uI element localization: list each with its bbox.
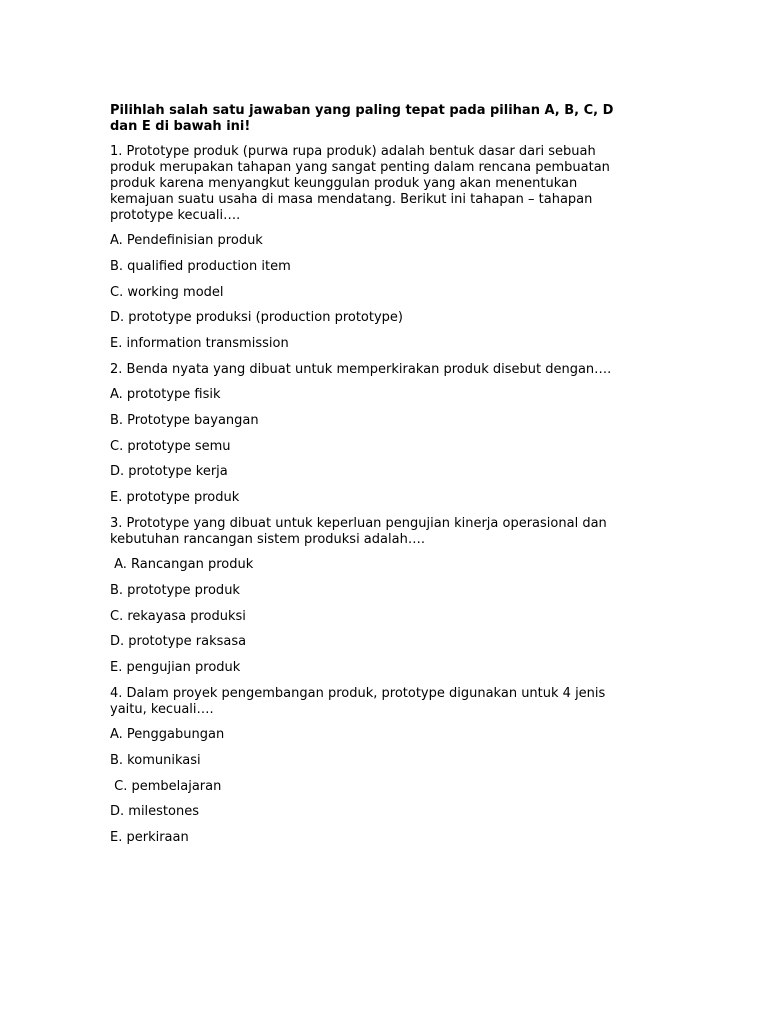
instruction-text: Pilihlah salah satu jawaban yang paling tepat pada pilihan A, B, C, D dan E di bawah ini! bbox=[110, 103, 614, 134]
answer-option-e: E. perkiraan bbox=[110, 830, 189, 846]
question-2 bbox=[110, 362, 640, 506]
answer-option-a: A. prototype fisik bbox=[110, 386, 221, 402]
question-1 bbox=[110, 144, 640, 352]
answer-option-d: D. prototype kerja bbox=[110, 464, 228, 480]
answer-option-b: B. prototype produk bbox=[110, 582, 240, 598]
answer-option-d: D. prototype produksi (production prototype) bbox=[110, 310, 404, 326]
answer-option-a: A. Penggabungan bbox=[110, 726, 225, 742]
answer-option-c: C. working model bbox=[110, 284, 224, 300]
answer-option-d: D. milestones bbox=[110, 804, 199, 820]
answer-option-b: B. komunikasi bbox=[110, 752, 201, 768]
question-4 bbox=[110, 686, 640, 846]
answer-option-a: A. Rancangan produk bbox=[110, 556, 254, 572]
question-stem: 1. Prototype produk (purwa rupa produk) adalah bentuk dasar dari sebuah produk merupakan tahapan yang sangat penting dalam rencana pembuatan produk karena menyangkut keunggulan produk yang akan menentukan kemajuan suatu usaha di masa mendatang. Berikut ini tahapan – tahapan prototype kecuali…. bbox=[110, 144, 610, 223]
answer-option-c: C. prototype semu bbox=[110, 438, 231, 454]
answer-option-b: B. Prototype bayangan bbox=[110, 412, 259, 428]
question-stem: 3. Prototype yang dibuat untuk keperluan pengujian kinerja operasional dan kebutuhan rancangan sistem produksi adalah…. bbox=[110, 515, 607, 547]
answer-option-e: E. information transmission bbox=[110, 336, 289, 352]
question-stem: 4. Dalam proyek pengembangan produk, prototype digunakan untuk 4 jenis yaitu, kecuali…. bbox=[110, 685, 606, 717]
document-page bbox=[110, 103, 640, 856]
answer-option-c: C. pembelajaran bbox=[110, 778, 222, 794]
answer-option-b: B. qualified production item bbox=[110, 258, 291, 274]
answer-option-e: E. pengujian produk bbox=[110, 660, 241, 676]
answer-option-c: C. rekayasa produksi bbox=[110, 608, 246, 624]
question-3 bbox=[110, 516, 640, 676]
question-stem: 2. Benda nyata yang dibuat untuk memperkirakan produk disebut dengan…. bbox=[110, 361, 612, 377]
answer-option-a: A. Pendefinisian produk bbox=[110, 233, 263, 248]
answer-option-d: D. prototype raksasa bbox=[110, 634, 247, 650]
answer-option-e: E. prototype produk bbox=[110, 490, 240, 506]
